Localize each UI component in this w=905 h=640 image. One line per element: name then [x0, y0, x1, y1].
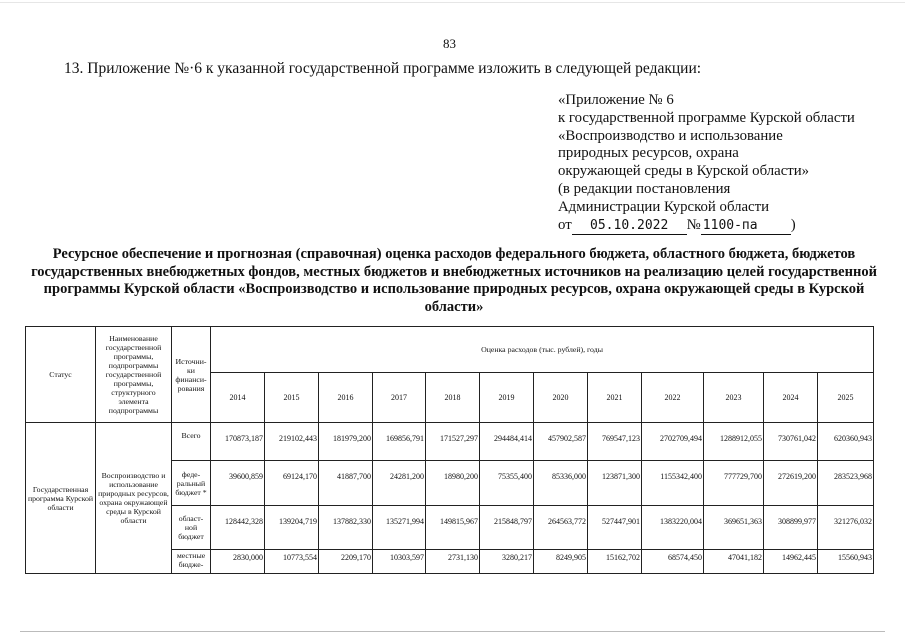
value-cell: 457902,587 [534, 423, 588, 461]
value-cell: 264563,772 [534, 506, 588, 550]
value-cell: 1288912,055 [704, 423, 764, 461]
value-cell: 75355,400 [480, 461, 534, 506]
date-prefix: от [558, 216, 572, 233]
value-cell: 171527,297 [426, 423, 480, 461]
value-cell: 2702709,494 [642, 423, 704, 461]
appendix-line: окружающей среды в Курской области» [558, 163, 810, 180]
value-cell: 149815,967 [426, 506, 480, 550]
value-cell: 137882,330 [319, 506, 373, 550]
value-cell: 3280,217 [480, 550, 534, 574]
value-cell: 123871,300 [588, 461, 642, 506]
value-cell: 308899,977 [764, 506, 818, 550]
value-cell: 181979,200 [319, 423, 373, 461]
appendix-line: природных ресурсов, охрана [558, 145, 739, 162]
source-cell: област-ной бюджет [172, 506, 211, 550]
bottom-scan-edge [20, 631, 885, 632]
value-cell: 283523,968 [818, 461, 874, 506]
year-header: 2018 [426, 373, 480, 423]
year-header: 2015 [265, 373, 319, 423]
year-header: 2021 [588, 373, 642, 423]
status-cell: Государственная программа Курской области [26, 423, 96, 574]
header-status: Статус [26, 327, 96, 423]
year-header: 2024 [764, 373, 818, 423]
value-cell: 68574,450 [642, 550, 704, 574]
value-cell: 15162,702 [588, 550, 642, 574]
value-cell: 15560,943 [818, 550, 874, 574]
value-cell: 620360,943 [818, 423, 874, 461]
value-cell: 369651,363 [704, 506, 764, 550]
page-number: 83 [443, 36, 456, 51]
value-cell: 730761,042 [764, 423, 818, 461]
value-cell: 8249,905 [534, 550, 588, 574]
document-title: Ресурсное обеспечение и прогнозная (справочная) оценка расходов федерального бюджета, областного бюджета, бюджетов государственных внебюджетных фондов, местных бюджетов и внебюджетных источников на реализацию целей государственной программы Курской области «Воспроизводство и использование природных ресурсов, охрана окружающей среды в Курской области» [31, 246, 877, 315]
value-cell: 2830,000 [211, 550, 265, 574]
appendix-line: «Воспроизводство и использование [558, 127, 783, 144]
value-cell: 10303,597 [373, 550, 426, 574]
value-cell: 47041,182 [704, 550, 764, 574]
year-header: 2020 [534, 373, 588, 423]
header-estimate: Оценка расходов (тыс. рублей), годы [211, 327, 874, 373]
source-cell: феде-ральный бюджет * [172, 461, 211, 506]
intro-paragraph: 13. Приложение №·6 к указанной государственной программе изложить в следующей редакции: [64, 60, 702, 77]
appendix-line: «Приложение № 6 [558, 92, 674, 108]
value-cell: 139204,719 [265, 506, 319, 550]
header-program-name: Наименование государственной программы, подпрограммы государственной программы, структурного элемента подпрограммы [96, 327, 172, 423]
value-cell: 777729,700 [704, 461, 764, 506]
value-cell: 272619,200 [764, 461, 818, 506]
value-cell: 527447,901 [588, 506, 642, 550]
value-cell: 10773,554 [265, 550, 319, 574]
year-header: 2016 [319, 373, 373, 423]
value-cell: 1383220,004 [642, 506, 704, 550]
appendix-line: Администрации Курской области [558, 198, 770, 215]
value-cell: 41887,700 [319, 461, 373, 506]
appendix-date-line [558, 217, 855, 236]
value-cell: 128442,328 [211, 506, 265, 550]
value-cell: 18980,200 [426, 461, 480, 506]
value-cell: 294484,414 [480, 423, 534, 461]
year-header: 2014 [211, 373, 265, 423]
resolution-date: 05.10.2022 [572, 217, 687, 236]
value-cell: 14962,445 [764, 550, 818, 574]
year-header: 2019 [480, 373, 534, 423]
value-cell: 321276,032 [818, 506, 874, 550]
closing-paren: ) [790, 216, 796, 233]
value-cell: 39600,859 [211, 461, 265, 506]
resolution-number: 1100-па [701, 217, 791, 236]
value-cell: 769547,123 [588, 423, 642, 461]
value-cell: 2209,170 [319, 550, 373, 574]
number-prefix: № [686, 216, 701, 233]
value-cell: 170873,187 [211, 423, 265, 461]
year-header: 2017 [373, 373, 426, 423]
year-header: 2023 [704, 373, 764, 423]
source-cell: местные бюдже- [172, 550, 211, 574]
appendix-line: к государственной программе Курской области [558, 109, 855, 126]
value-cell: 2731,130 [426, 550, 480, 574]
program-name-cell: Воспроизводство и использование природных ресурсов, охрана окружающей среды в Курской области [96, 423, 172, 574]
value-cell: 85336,000 [534, 461, 588, 506]
header-funding-source: Источни-ки финанси-рования [172, 327, 211, 423]
resource-table [25, 326, 874, 574]
source-cell: Всего [172, 423, 211, 461]
value-cell: 1155342,400 [642, 461, 704, 506]
value-cell: 215848,797 [480, 506, 534, 550]
value-cell: 24281,200 [373, 461, 426, 506]
year-header: 2022 [642, 373, 704, 423]
year-header: 2025 [818, 373, 874, 423]
value-cell: 69124,170 [265, 461, 319, 506]
appendix-header [558, 92, 855, 235]
value-cell: 219102,443 [265, 423, 319, 461]
value-cell: 135271,994 [373, 506, 426, 550]
value-cell: 169856,791 [373, 423, 426, 461]
appendix-line: (в редакции постановления [558, 180, 731, 197]
top-scan-edge [0, 2, 905, 3]
